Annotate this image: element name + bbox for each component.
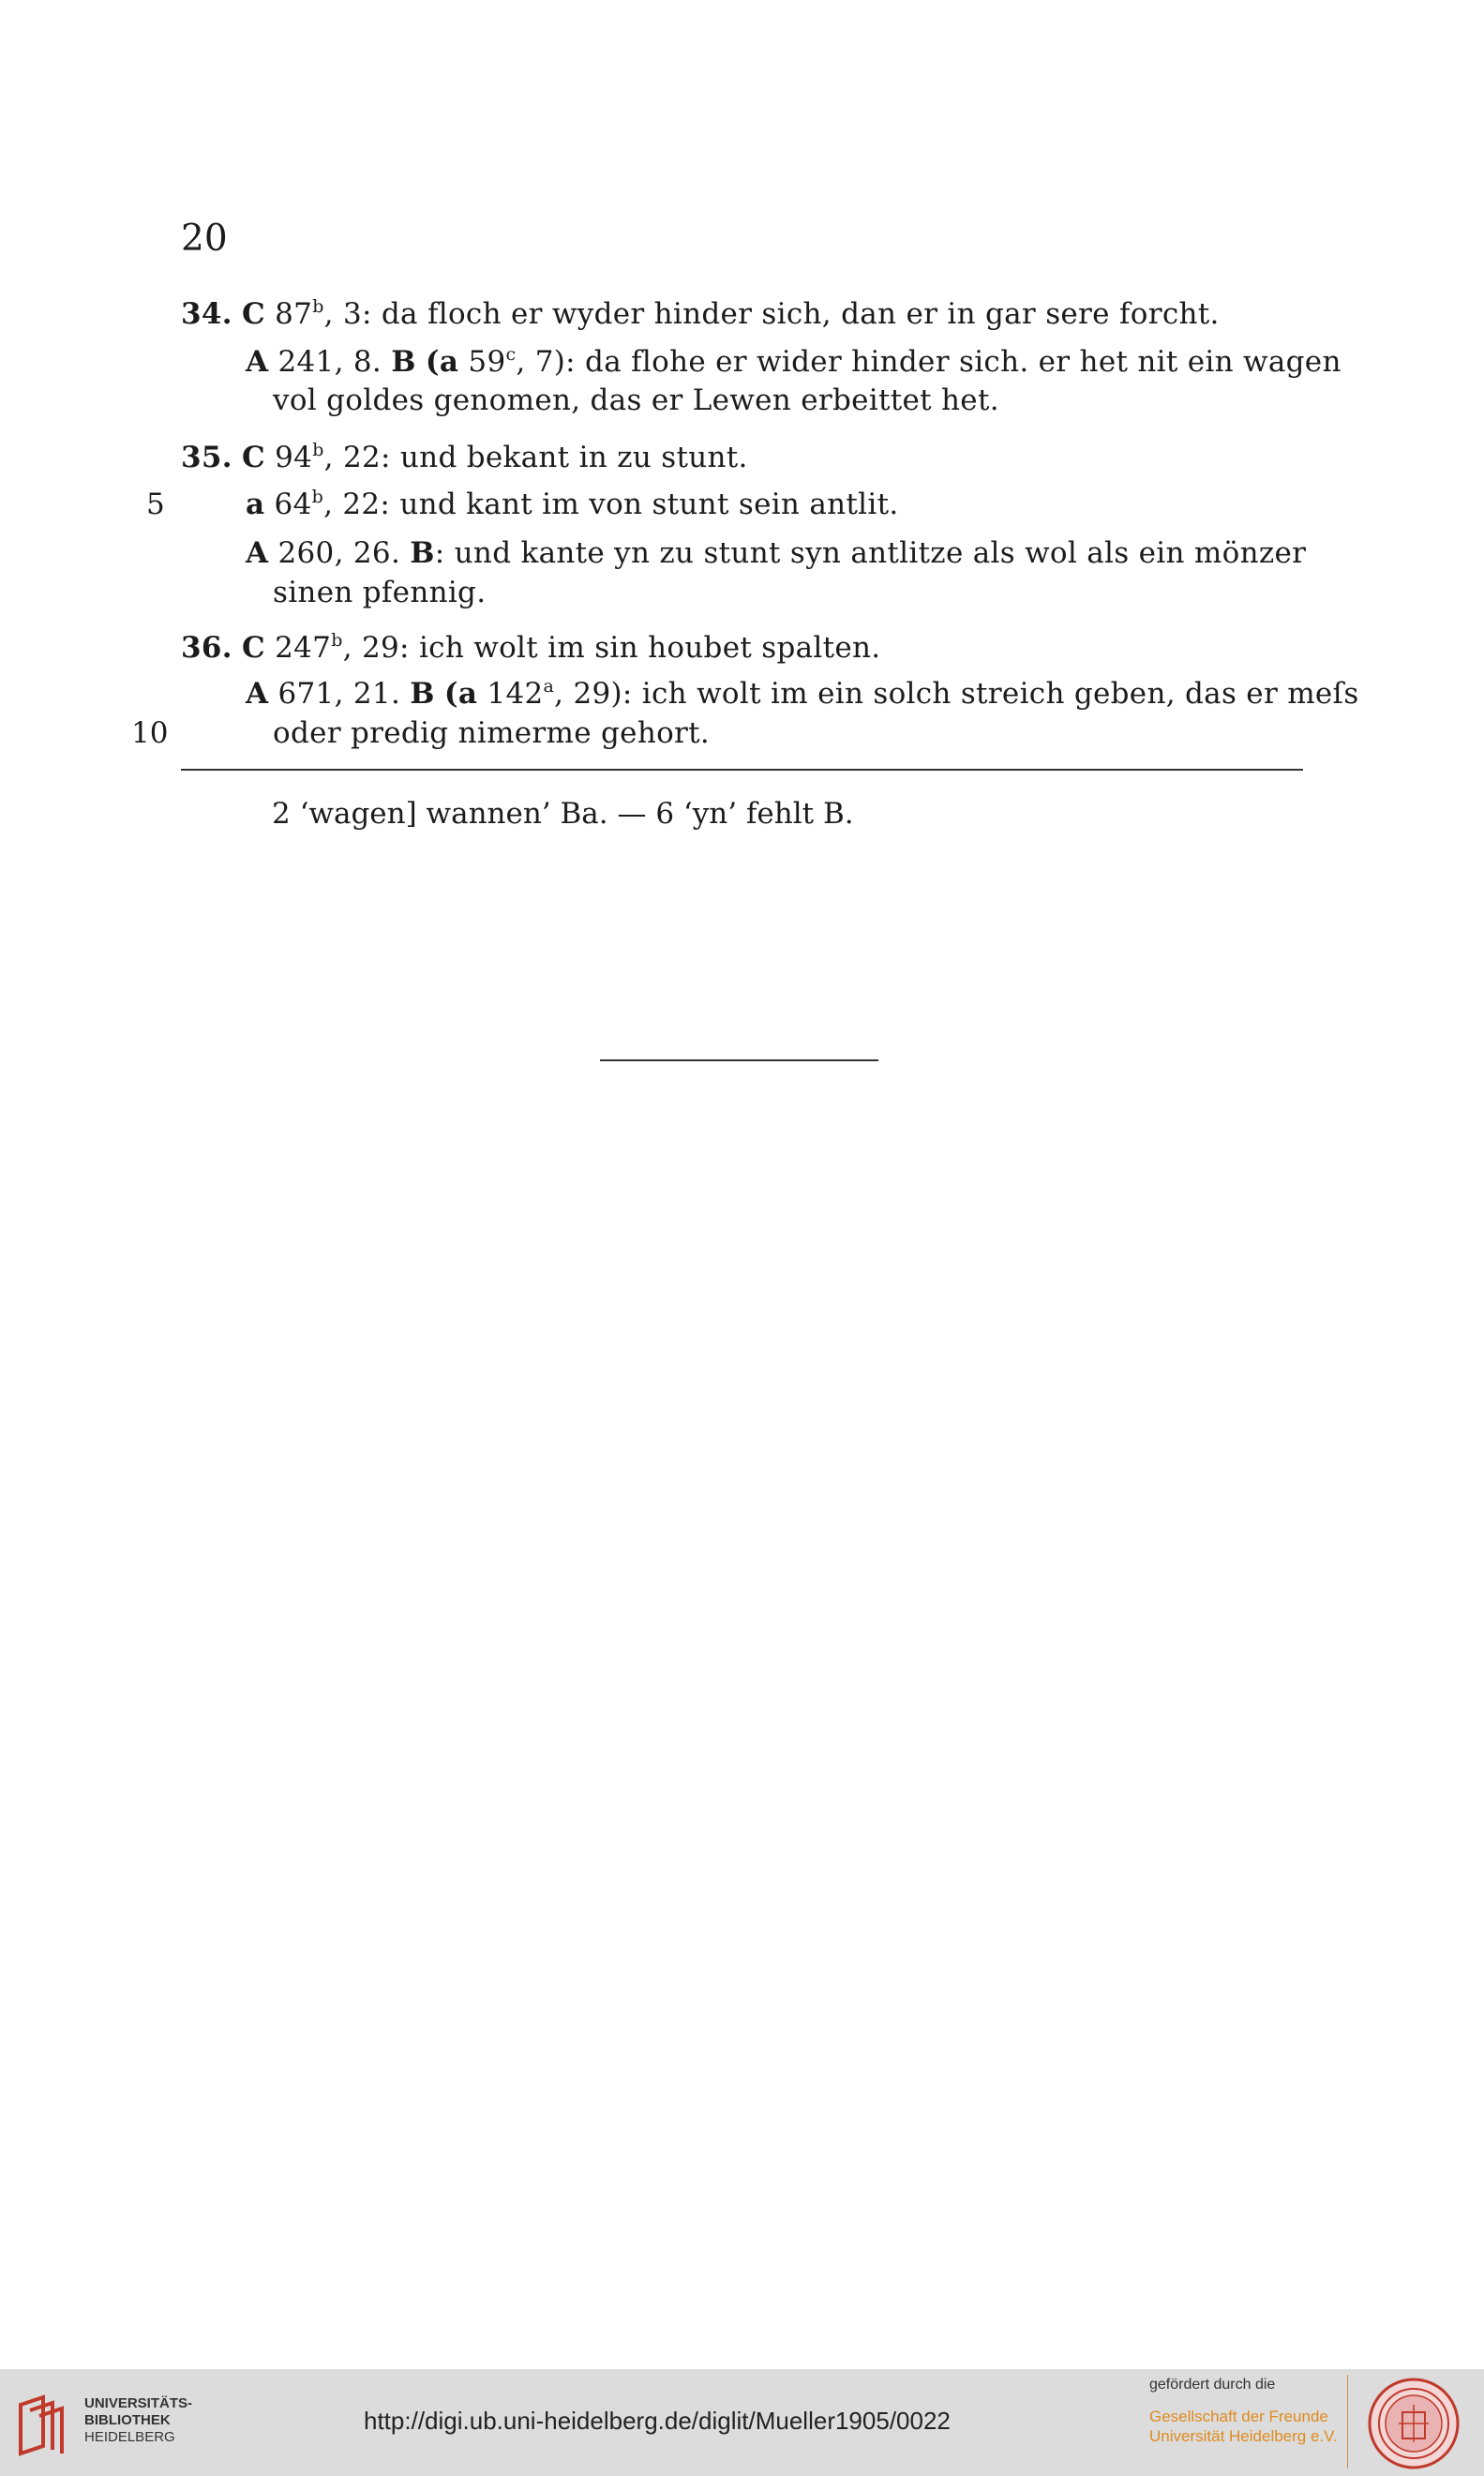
entry-34-line-3: vol goldes genomen, das er Lewen erbeittet het. [273,383,999,417]
page-number: 20 [181,218,228,260]
entry-34-line-1: 34. C 87$^b$, 3: da floch er wyder hinder sich, dan er in gar sere forcht. [181,296,1220,331]
entry-35-line-2: a 64$^b$, 22: und kant im von stunt sein antlit. [246,487,899,521]
entry-35-line-3: A 260, 26. B: und kante yn zu stunt syn antlitze als wol als ein mönzer [246,536,1307,570]
end-rule [600,1059,878,1061]
entry-35-line-4: sinen pfennig. [273,576,487,609]
footnote-separator [181,769,1303,771]
entry-36-line-3: oder predig nimerme gehort. [273,716,711,750]
sponsored-by-label: gefördert durch die [1149,2377,1276,2393]
entry-35-line-1: 35. C 94$^b$, 22: und bekant in zu stunt. [181,440,748,474]
library-name: UNIVERSITÄTS- BIBLIOTHEK HEIDELBERG [84,2395,193,2445]
university-seal-icon [1367,2377,1461,2470]
line-number-10: 10 [131,716,169,750]
siglum: C [242,297,265,331]
document-url[interactable]: http://digi.ub.uni-heidelberg.de/diglit/Mueller1905/0022 [364,2407,951,2435]
library-logo-icon [15,2392,67,2457]
entry-number: 34. [181,297,232,331]
footer-divider [1347,2375,1348,2468]
footnote: 2 ‘wagen] wannen’ Ba. — 6 ‘yn’ fehlt B. [272,797,854,831]
society-name: Gesellschaft der Freunde Universität Heidelberg e.V. [1149,2408,1338,2445]
line-number-5: 5 [146,488,165,521]
footer-bar [0,2369,1484,2476]
entry-36-line-2: A 671, 21. B (a 142$^a$, 29): ich wolt im ein solch streich geben, das er meſs [246,676,1359,711]
entry-34-line-2: A 241, 8. B (a 59$^c$, 7): da flohe er wider hinder sich. er het nit ein wagen [246,344,1342,379]
entry-36-line-1: 36. C 247$^b$, 29: ich wolt im sin houbet spalten. [181,630,881,665]
